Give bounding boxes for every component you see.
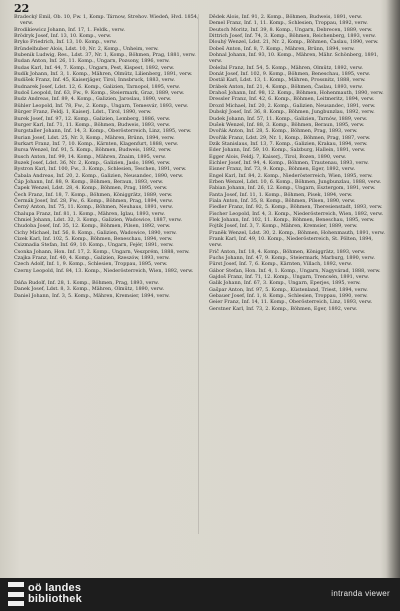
register-entry: Bryko Friedrich, Inf. 13, 10. Komp., verw.: [14, 39, 117, 46]
register-entry: Egger Alois, Feldj. 7, Kaiserj., Tirol, Bozen, 1890, verw.: [209, 153, 347, 160]
register-entry: Dubský Josef, Inf. 36, 8. Komp., Böhmen, Jungbunzlau, 1892, verw.: [209, 109, 375, 116]
register-entry: Budz Andreas, Inf. 89, 4. Komp., Galizien, Jaroslau, 1890, verw.: [14, 96, 172, 103]
register-entry: Chalupa Franz, Inf. 81, 1. Komp., Mähren, Iglau, 1893, verw.: [14, 210, 165, 217]
column-divider: [198, 14, 199, 534]
logo-line-1: oö landes: [28, 582, 82, 594]
register-entry: Budík Johann, Inf. 3, 1. Komp., Mähren, Olmütz, Lilienberg, 1891, verw.: [14, 71, 193, 78]
register-entry: Budan Anton, Inf. 26, 11. Komp., Ungarn, Pozsony, 1896, verw.: [14, 58, 170, 65]
register-entry: Fojtík Josef, Inf. 3, 7. Komp., Mähren, Kremsier, 1889, verw.: [209, 223, 358, 230]
register-entry: Dudek Johann, Inf. 57, 11. Komp., Galizien, Tarnów, 1889, verw.: [209, 115, 368, 122]
register-entry: Fiedler Franz, Inf. 92, 5. Komp., Böhmen, Theresienstadt, 1893, verw.: [209, 204, 383, 211]
register-entry: Dobeš Anton, Inf. 8, 7. Komp., Mähren, Brünn, 1894, verw.: [209, 45, 355, 52]
register-entry: Čabala Andreas, Inf. 20, 2. Komp., Galizien, Neusandec, 1890, verw.: [14, 172, 184, 179]
register-entry: Chmiel Johann, Ldst. 32, 3. Komp., Galizien, Wadowice, 1887, verw.: [14, 217, 182, 223]
register-entry: Fuchs Johann, Inf. 47, 9. Komp., Steiermark, Marburg, 1890, verw.: [209, 255, 375, 262]
register-entry: Gábor Stefan, Hon. Inf. 4, 1. Komp., Ungarn, Nagyvárad, 1888, verw.: [209, 267, 381, 274]
left-column: [14, 14, 202, 299]
register-entry: Czajka Franz, Inf. 40, 4. Komp., Galizien, Rzeszów, 1893, verw.: [14, 255, 170, 262]
register-entry: Drozd Michael, Inf. 20, 2. Komp., Galizien, Neusandec, 1891, verw.: [209, 102, 376, 109]
register-entry: Buzek Josef, Ldst. 36, Nr. 2, Komp., Galizien, Jaslo, 1896, verw.: [14, 159, 171, 166]
register-entry: Chudoba Josef, Inf. 35, 12. Komp., Böhmen, Pilsen, 1892, verw.: [14, 223, 171, 230]
register-entry: Fabian Johann, Inf. 26, 12. Komp., Ungarn, Esztergom, 1891, verw.: [209, 185, 376, 192]
logo-line-2: bibliothek: [28, 593, 82, 605]
register-entry: Franěk Wenzel, Ldst. 30, 2. Komp., Böhmen, Hohenmauth, 1891, verw.: [209, 229, 385, 236]
register-entry: Gerstner Karl, Inf. 73, 2. Komp., Böhmen, Eger, 1892, verw.: [209, 305, 358, 312]
register-entry: Eisner Franz, Inf. 73, 9. Komp., Böhmen, Eger, 1892, verw.: [209, 166, 356, 173]
register-entry: Bradecký Emil, Ob. 10, Fw. 1, Komp. Tárnow, Strehov. Wiedeń, Hvd. 1854, verw.: [14, 14, 199, 27]
register-entry: Geier Franz, Inf. 14, 11. Komp., Oberösterreich, Linz, 1893, verw.: [209, 299, 373, 306]
register-entry: Galik Johann, Inf. 67, 3. Komp., Ungarn, Eperjes, 1895, verw.: [209, 280, 361, 287]
register-entry: Brödryk Josef, Inf. 13, 10. Komp., verw.: [14, 33, 112, 40]
page-fold-shadow: [386, 0, 400, 578]
register-entry: Drábek Anton, Inf. 21, 4. Komp., Böhmen, Časlau, 1893, verw.: [209, 83, 363, 90]
register-entry: Burgstaller Johann, Inf. 14, 3. Komp., Oberösterreich, Linz, 1895, verw.: [14, 128, 192, 135]
register-entry: Fanta Josef, Inf. 11, 1. Komp., Böhmen, Pisek, 1894, verw.: [209, 191, 353, 198]
register-entry: Bühler Leopold, Inf. 78, Fw., 2. Komp., Ungarn, Temesvár, 1893, verw.: [14, 102, 189, 109]
library-logo[interactable]: [8, 582, 82, 606]
register-entry: Erben Wenzel, Ldst. 10, 6. Komp., Böhmen, Jungbunzlau, 1888, verw.: [209, 178, 382, 185]
page-number: 22: [14, 2, 30, 15]
register-entry: Burkart Franz, Inf. 7, 10. Komp., Kärnten, Klagenfurt, 1888, verw.: [14, 140, 179, 147]
register-entry: Bubenik Ludwig, Res., Ldst. 37, Nr. 1, Komp., Böhmen, Prag, 1881, verw.: [14, 52, 196, 59]
register-entry: Cichy Michael, Inf. 56, 8. Komp., Galizien, Wadowice, 1890, verw.: [14, 229, 177, 236]
register-entry: Donát Josef, Inf. 102, 9. Komp., Böhmen, Beneschau, 1895, verw.: [209, 71, 371, 78]
register-entry: Budoš Leopold, Inf. 63, Fw., 9. Komp., Steiermark, Graz, 1889, verw.: [14, 90, 185, 97]
register-entry: Dvořák Franz, Ldst. 29, Nr. 1, Komp., Böhmen, Prag, 1887, verw.: [209, 134, 371, 141]
register-entry: Gašpar Anton, Inf. 97, 5. Komp., Küstenland, Triest, 1894, verw.: [209, 286, 368, 293]
register-entry: Doležal Franz, Inf. 54, 5. Komp., Mähren, Olmütz, 1892, verw.: [209, 64, 363, 71]
register-entry: Czech Adolf, Inf. 1, 9. Komp., Schlesien, Troppau, 1895, verw.: [14, 261, 168, 268]
register-entry: Čáp Johann, Inf. 88, 9. Komp., Böhmen, Beraun, 1893, verw.: [14, 178, 164, 185]
register-entry: Budíšek Franz, Inf. 45, Kaiserjäger, Tirol, Innsbruck, 1883, verw.: [14, 77, 175, 84]
register-entry: Bründelhuber Alois, Ldst. 10, Nr. 2, Komp., Unheim, verw.: [14, 45, 159, 52]
register-entry: Burian Josef, Ldst. 25, Nr. 3, Komp., Mähren, Brünn, 1894, verw.: [14, 134, 175, 141]
library-logo-text: [28, 583, 82, 605]
register-entry: Fiala Anton, Inf. 35, 8. Komp., Böhmen, Pilsen, 1890, verw.: [209, 197, 356, 204]
register-entry: Daniel Johann, Inf. 3, 5. Komp., Mähren, Kremsier, 1894, verw.: [14, 292, 170, 299]
register-entry: Dressler Franz, Inf. 42, 6. Komp., Böhmen, Leitmeritz, 1894, verw.: [209, 96, 375, 103]
register-entry: Dostál Karl, Ldst. 13, 1. Komp., Mähren, Prossnitz, 1888, verw.: [209, 77, 366, 84]
register-entry: Eder Johann, Inf. 59, 10. Komp., Salzburg, Hallein, 1891, verw.: [209, 147, 366, 154]
register-entry: Frank Karl, Inf. 49, 10. Komp., Niederösterreich, St. Pölten, 1894, verw.: [209, 236, 373, 249]
register-entry: Csonka Johann, Hon. Inf. 17, 2. Komp., Ungarn, Veszprém, 1888, verw.: [14, 248, 190, 255]
register-entry: Černý Anton, Inf. 75, 11. Komp., Böhmen, Neuhaus, 1891, verw.: [14, 204, 174, 211]
library-logo-mark-icon: [8, 582, 24, 606]
register-entry: Engel Karl, Inf. 84, 2. Komp., Niederösterreich, Wien, 1895, verw.: [209, 172, 373, 179]
register-entry: Dědek Alois, Inf. 91, 2. Komp., Böhmen, Budweis, 1891, verw.: [209, 14, 363, 20]
register-entry: Cizek Karl, Inf. 102, 5. Komp., Böhmen, Beneschau, 1894, verw.: [14, 236, 173, 243]
register-entry: Deutsch Moritz, Inf. 39, 8. Komp., Ungarn, Debrecen, 1889, verw.: [209, 26, 373, 33]
register-entry: Fürst Josef, Inf. 7, 6. Komp., Kärnten, Villach, 1892, verw.: [209, 261, 353, 268]
register-entry: Čech Franz, Inf. 18, 7. Komp., Böhmen, Königgrätz, 1889, verw.: [14, 191, 173, 198]
register-entry: Dvořák Anton, Inf. 28, 5. Komp., Böhmen, Prag, 1893, verw.: [209, 128, 358, 135]
register-entry: Čermák Josef, Inf. 28, Fw., 6. Komp., Böhmen, Prag, 1894, verw.: [14, 197, 174, 204]
register-entry: Gebauer Josef, Inf. 1, 8. Komp., Schlesien, Troppau, 1890, verw.: [209, 293, 368, 300]
register-entry: Csizmadia Stefan, Inf. 69, 10. Komp., Ungarn, Fejér, 1891, verw.: [14, 242, 174, 249]
register-entry: Brodikiewicz Johann, Inf. 17, 1. Feldk., verw.: [14, 26, 125, 33]
register-entry: Bursa Wenzel, Inf. 91, 5. Komp., Böhmen, Budweis, 1892, verw.: [14, 147, 172, 154]
register-entry: Čapek Wenzel, Ldst. 28, 4. Komp., Böhmen, Prag, 1895, verw.: [14, 185, 168, 192]
register-entry: Dlouhý Wenzel, Ldst. 21, Nr. 2, Komp., Böhmen, Časlau, 1890, verw.: [209, 39, 379, 46]
register-entry: Dzik Stanislaus, Inf. 13, 7. Komp., Galizien, Krakau, 1894, verw.: [209, 140, 368, 147]
right-column: [203, 14, 385, 312]
register-entry: Burek Josef, Inf. 97, 12. Komp., Galizien, Lemberg, 1886, verw.: [14, 115, 171, 122]
register-entry: Danek Josef, Ldst. 8, 3. Komp., Mähren, Olmütz, 1890, verw.: [14, 286, 165, 293]
register-entry: Budas Karl, Inf. 44, 7. Komp., Ungarn, Pest, Kispest, 1892, verw.: [14, 64, 175, 71]
viewer-footer: [0, 578, 400, 611]
register-entry: Gajdoš Franz, Inf. 71, 12. Komp., Ungarn, Trencsén, 1891, verw.: [209, 274, 370, 281]
register-entry: Bürger Franz, Feldj. 1, Kaiserj. Ldst., Tirol, 1890, verw.: [14, 109, 152, 116]
register-entry: Fischer Leopold, Inf. 4, 3. Komp., Niederösterreich, Wien, 1892, verw.: [209, 210, 384, 217]
viewer-name[interactable]: intranda viewer: [331, 589, 390, 598]
register-entry: Dušek Wenzel, Inf. 88, 3. Komp., Böhmen, Beraun, 1895, verw.: [209, 121, 365, 128]
register-entry: Drahoš Johann, Inf. 98, 12. Komp., Böhmen, Hohenmauth, 1890, verw.: [209, 90, 384, 97]
register-entry: Demel Franz, Inf. 1, 11. Komp., Schlesien, Troppau, 1892, verw.: [209, 20, 368, 27]
register-entry: Dáňa Rudolf, Inf. 28, 1. Komp., Böhmen, Prag, 1893, verw.: [14, 280, 159, 287]
register-entry: Dittrich Josef, Inf. 74, 3. Komp., Böhmen, Reichenberg, 1893, verw.: [209, 33, 376, 40]
register-entry: Flek Johann, Inf. 102, 11. Komp., Böhmen, Beneschau, 1895, verw.: [209, 217, 375, 223]
register-entry: Czerny Leopold, Inf. 84, 13. Komp., Niederösterreich, Wien, 1892, verw.: [14, 267, 194, 274]
register-entry: Burger Karl, Inf. 71, 11. Komp., Böhmen, Budweis, 1893, verw.: [14, 121, 171, 128]
register-entry: Busch Anton, Inf. 99, 14. Komp., Mähren, Znaim, 1895, verw.: [14, 153, 166, 160]
register-entry: Budnarek Josef, Ldst. 12, 6. Komp., Galizien, Tarnopol, 1895, verw.: [14, 83, 181, 90]
register-entry: Bystron Karl, Inf. 100, Fw., 3. Komp., Schlesien, Teschen, 1891, verw.: [14, 166, 187, 173]
register-entry: Eichler Josef, Inf. 94, 4. Komp., Böhmen, Trautenau, 1893, verw.: [209, 159, 369, 166]
register-entry: Dohnal Johann, Inf. 93, 10. Komp., Mähren, Mähr. Schönberg, 1891, verw.: [209, 52, 379, 65]
register-entry: Frič Anton, Inf. 18, 4. Komp., Böhmen, Königgrätz, 1893, verw.: [209, 248, 366, 255]
